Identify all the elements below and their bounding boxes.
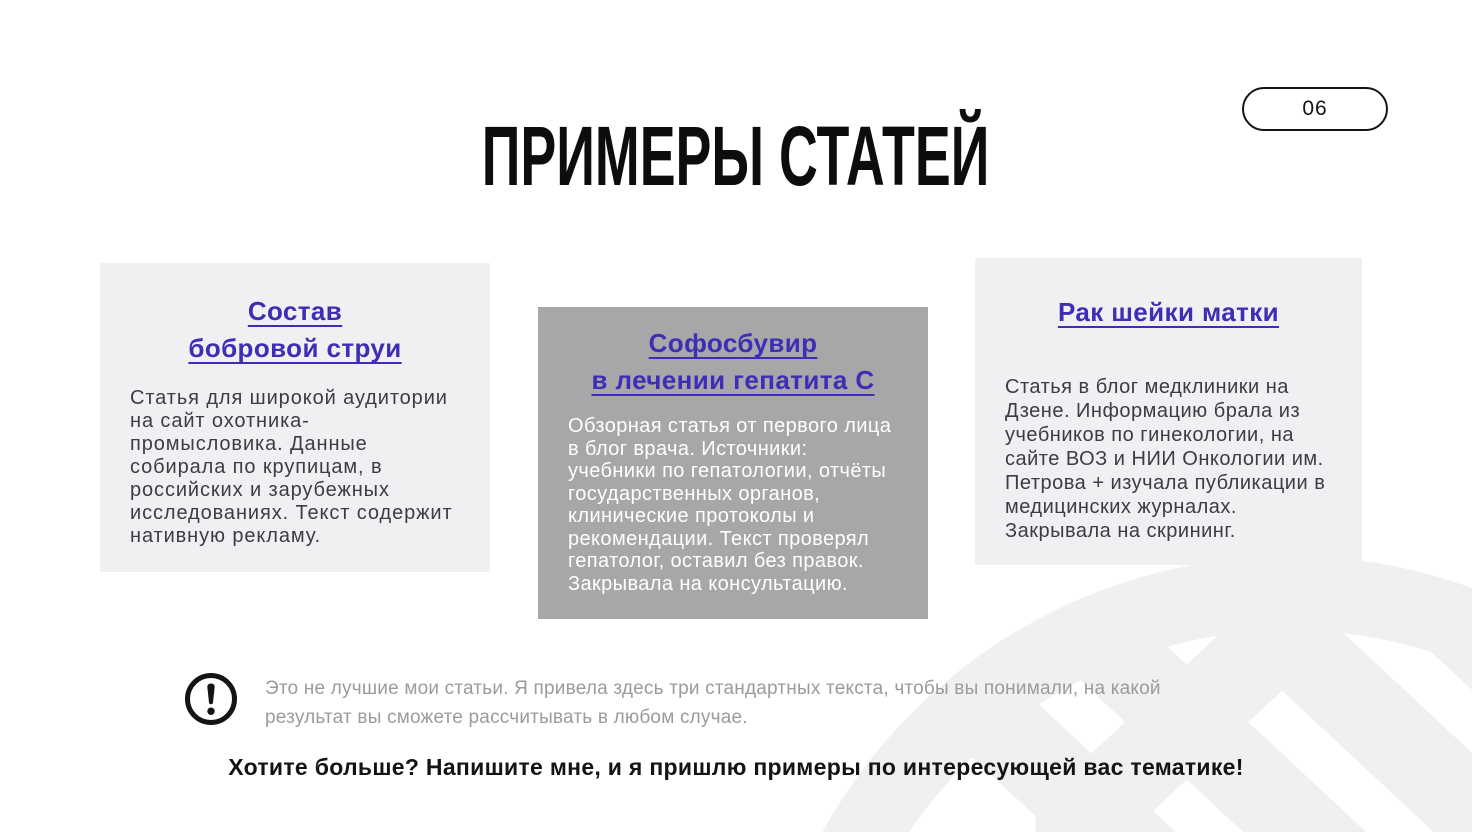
article-card-beaver (100, 263, 490, 572)
disclaimer-note (183, 671, 1165, 732)
article-card-sofosbuvir (538, 307, 928, 619)
article-link-sofosbuvir[interactable] (568, 325, 898, 399)
article-link-line[interactable]: Рак шейки матки (1057, 297, 1280, 327)
article-link-line[interactable]: бобровой струи (188, 333, 402, 363)
page-number: 06 (1302, 97, 1328, 120)
article-card-cervical-cancer (975, 258, 1362, 565)
article-link-line[interactable]: в лечении гепатита С (591, 365, 875, 395)
article-description: Статья для широкой аудитории на сайт охотника-промысловика. Данные собирала по крупицам, в российских и зарубежных исследованиях. Текст содержит нативную рекламу. (130, 387, 453, 547)
article-description: Обзорная статья от первого лица в блог врача. Источники: учебники по гепатологии, отчёты государственных органов, клинические протоколы и рекомендации. Текст проверял гепатолог, оставил без правок. Закрывала на консультацию. (568, 415, 892, 595)
article-link-line[interactable]: Софосбувир (648, 328, 818, 358)
disclaimer-text: Это не лучшие мои статьи. Я привела здесь три стандартных текста, чтобы вы понимали, на какой результат вы сможете рассчитывать в любом случае. (265, 678, 1161, 728)
page-title (0, 109, 1472, 203)
exclamation-icon (183, 671, 239, 727)
cta-text: Хотите больше? Напишите мне, и я пришлю примеры по интересующей вас тематике! (228, 754, 1244, 780)
article-link-line[interactable]: Состав (247, 296, 343, 326)
article-link-cervical-cancer[interactable] (1005, 294, 1332, 331)
article-description: Статья в блог медклиники на Дзене. Информацию брала из учебников по гинекологии, на сайте ВОЗ и НИИ Онкологии им. Петрова + изучала публикации в медицинских журналах. Закрывала на скрининг. (1005, 376, 1326, 542)
page-title-text: ПРИМЕРЫ СТАТЕЙ (482, 109, 990, 203)
article-link-beaver[interactable] (130, 293, 460, 367)
